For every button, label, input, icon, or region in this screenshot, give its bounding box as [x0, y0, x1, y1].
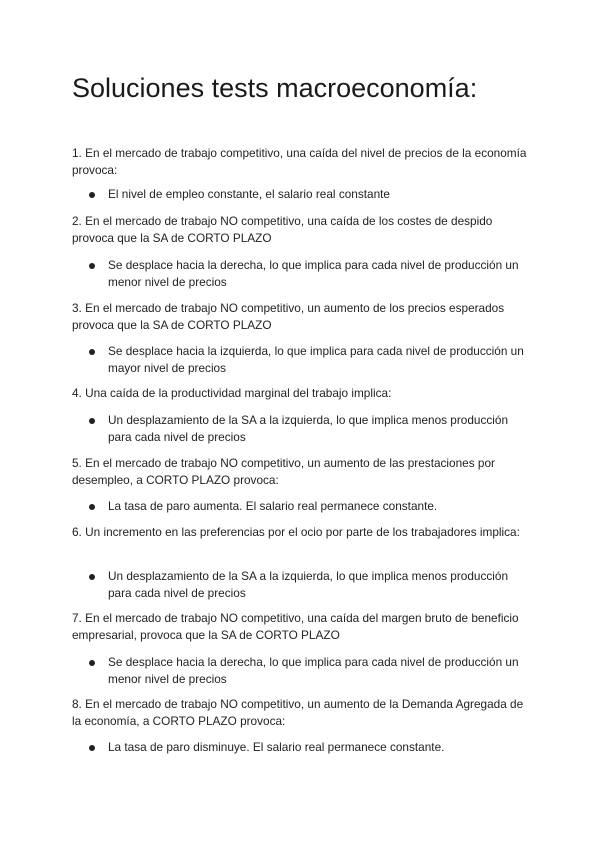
bullet-icon: [89, 574, 95, 580]
question-5: 5. En el mercado de trabajo NO competitivo, un aumento de las prestaciones por desempleo, a CORTO PLAZO provoca:: [72, 456, 495, 487]
question-4: 4. Una caída de la productividad marginal del trabajo implica:: [72, 386, 392, 400]
page-title: Soluciones tests macroeconomía:: [72, 73, 478, 103]
question-8: 8. En el mercado de trabajo NO competitivo, un aumento de la Demanda Agregada de la economía, a CORTO PLAZO provoca:: [72, 697, 524, 728]
question-7: 7. En el mercado de trabajo NO competitivo, una caída del margen bruto de beneficio empresarial, provoca que la SA de CORTO PLAZO: [72, 611, 519, 642]
question-3: 3. En el mercado de trabajo NO competitivo, un aumento de los precios esperados provoca que la SA de CORTO PLAZO: [72, 301, 505, 332]
bullet-icon: [89, 660, 95, 666]
bullet-icon: [89, 504, 95, 510]
bullet-icon: [89, 349, 95, 355]
bullet-icon: [89, 192, 95, 198]
answer-3: Se desplace hacia la izquierda, lo que implica para cada nivel de producción un mayor nivel de precios: [108, 344, 524, 375]
answer-5: La tasa de paro aumenta. El salario real permanece constante.: [108, 499, 438, 513]
question-2: 2. En el mercado de trabajo NO competitivo, una caída de los costes de despido provoca que la SA de CORTO PLAZO: [72, 214, 493, 245]
question-6: 6. Un incremento en las preferencias por el ocio por parte de los trabajadores implica:: [72, 525, 520, 539]
bullet-icon: [89, 263, 95, 269]
bullet-icon: [89, 418, 95, 424]
answer-2: Se desplace hacia la derecha, lo que implica para cada nivel de producción un menor nivel de precios: [108, 258, 519, 289]
answer-1: El nivel de empleo constante, el salario real constante: [108, 187, 390, 201]
bullet-icon: [89, 745, 95, 751]
answer-4: Un desplazamiento de la SA a la izquierda, lo que implica menos producción para cada nivel de precios: [108, 413, 509, 444]
question-1: 1. En el mercado de trabajo competitivo, una caída del nivel de precios de la economía provoca:: [72, 146, 527, 177]
answer-8: La tasa de paro disminuye. El salario real permanece constante.: [108, 740, 445, 754]
answer-6: Un desplazamiento de la SA a la izquierda, lo que implica menos producción para cada nivel de precios: [108, 569, 509, 600]
answer-7: Se desplace hacia la derecha, lo que implica para cada nivel de producción un menor nivel de precios: [108, 655, 519, 686]
